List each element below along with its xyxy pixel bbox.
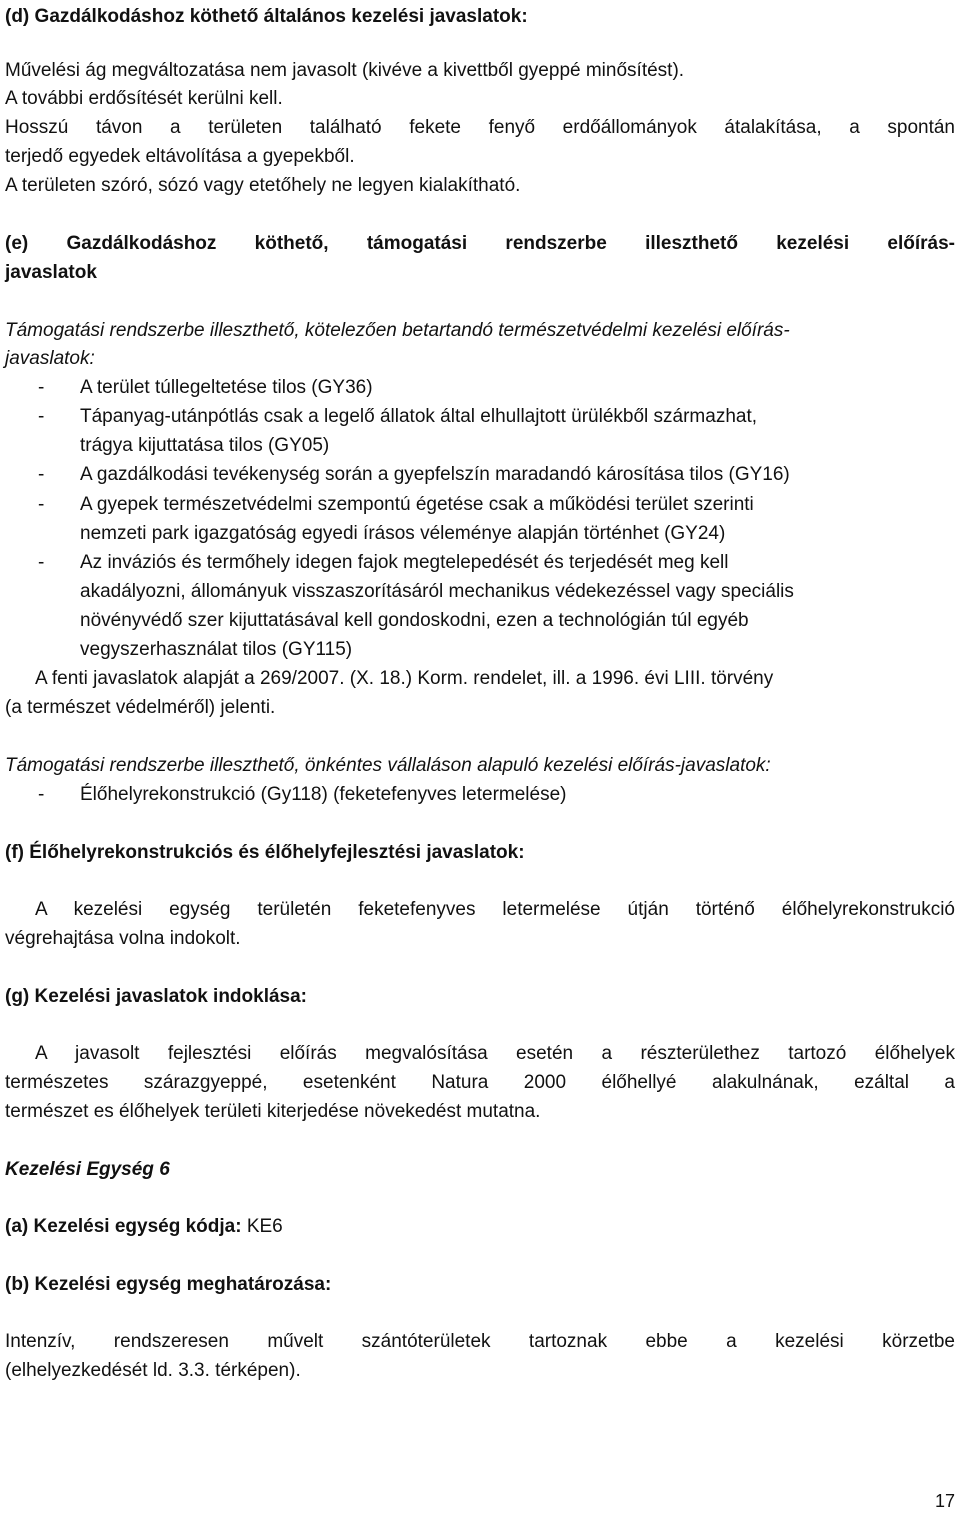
list-item: Élőhelyrekonstrukció (Gy118) (feketefenyves letermelése) <box>80 784 567 805</box>
list-item-cont: növényvédő szer kijuttatásával kell gondoskodni, ezen a technológián túl egyéb <box>80 610 749 631</box>
section-e-heading-cont: javaslatok <box>5 262 97 283</box>
section-f-text: végrehajtása volna indokolt. <box>5 928 241 949</box>
list-item-cont: trágya kijuttatása tilos (GY05) <box>80 435 330 456</box>
unit-code-value: KE6 <box>241 1216 283 1237</box>
unit-definition-text: Intenzív, rendszeresen művelt szántóterületek tartoznak ebbe a kezelési körzetbe <box>5 1331 955 1352</box>
section-f-text: A kezelési egység területén feketefenyves letermelése útján történő élőhelyrekonstrukció <box>35 899 955 920</box>
page-number: 17 <box>934 1491 955 1511</box>
section-d-line: A további erdősítését kerülni kell. <box>5 88 283 109</box>
section-f-heading: (f) Élőhelyrekonstrukciós és élőhelyfejlesztési javaslatok: <box>5 842 525 863</box>
list-item: Tápanyag-utánpótlás csak a legelő állatok által elhullajtott ürülékből származhat, <box>80 406 758 427</box>
list-item-cont: vegyszerhasználat tilos (GY115) <box>80 639 353 660</box>
section-g-text: természetes szárazgyeppé, esetenként Natura 2000 élőhellyé alakulnának, ezáltal a <box>5 1072 955 1093</box>
list-item: A gyepek természetvédelmi szempontú égetése csak a működési terület szerinti <box>80 494 754 515</box>
unit-definition-heading: (b) Kezelési egység meghatározása: <box>5 1274 332 1295</box>
list-bullet: - <box>38 552 45 573</box>
legal-basis: A fenti javaslatok alapját a 269/2007. (X. 18.) Korm. rendelet, ill. a 1996. évi LIII. törvény <box>35 668 774 689</box>
list-bullet: - <box>38 377 45 398</box>
section-e-heading: (e) Gazdálkodáshoz köthető, támogatási rendszerbe illeszthető kezelési előírás- <box>5 233 955 254</box>
mandatory-title-cont: javaslatok: <box>5 348 95 369</box>
list-item: A terület túllegeltetése tilos (GY36) <box>80 377 373 398</box>
section-g-heading: (g) Kezelési javaslatok indoklása: <box>5 986 308 1007</box>
unit-code-row <box>5 1216 283 1238</box>
voluntary-title: Támogatási rendszerbe illeszthető, önkéntes vállaláson alapuló kezelési előírás-javaslatok: <box>5 755 771 776</box>
list-bullet: - <box>38 464 45 485</box>
list-item: A gazdálkodási tevékenység során a gyepfelszín maradandó károsítása tilos (GY16) <box>80 464 790 485</box>
unit-title: Kezelési Egység 6 <box>5 1159 170 1180</box>
unit-definition-text: (elhelyezkedését ld. 3.3. térképen). <box>5 1360 301 1381</box>
section-d-line: A területen szóró, sózó vagy etetőhely ne legyen kialakítható. <box>5 175 521 196</box>
list-item-cont: akadályozni, állományuk visszaszorításáról mechanikus védekezéssel vagy speciális <box>80 581 794 602</box>
list-bullet: - <box>38 406 45 427</box>
section-g-text: természet es élőhelyek területi kiterjedése növekedést mutatna. <box>5 1101 541 1122</box>
list-bullet: - <box>38 784 45 805</box>
legal-basis-cont: (a természet védelméről) jelenti. <box>5 697 276 718</box>
section-d-line: Hosszú távon a területen található fekete fenyő erdőállományok átalakítása, a spontán <box>5 117 955 138</box>
section-d-line: Művelési ág megváltozatása nem javasolt (kivéve a kivettből gyeppé minősítést). <box>5 60 685 81</box>
list-item-cont: nemzeti park igazgatóság egyedi írásos véleménye alapján történhet (GY24) <box>80 523 726 544</box>
list-bullet: - <box>38 494 45 515</box>
section-d-heading: (d) Gazdálkodáshoz köthető általános kezelési javaslatok: <box>5 6 528 27</box>
section-g-text: A javasolt fejlesztési előírás megvalósítása esetén a részterülethez tartozó élőhelyek <box>35 1043 955 1064</box>
mandatory-title: Támogatási rendszerbe illeszthető, kötelezően betartandó természetvédelmi kezelési előírás- <box>5 320 790 341</box>
section-d-line: terjedő egyedek eltávolítása a gyepekből. <box>5 146 355 167</box>
list-item: Az inváziós és termőhely idegen fajok megtelepedését és terjedését meg kell <box>80 552 729 573</box>
unit-code-label: (a) Kezelési egység kódja: <box>5 1216 242 1237</box>
